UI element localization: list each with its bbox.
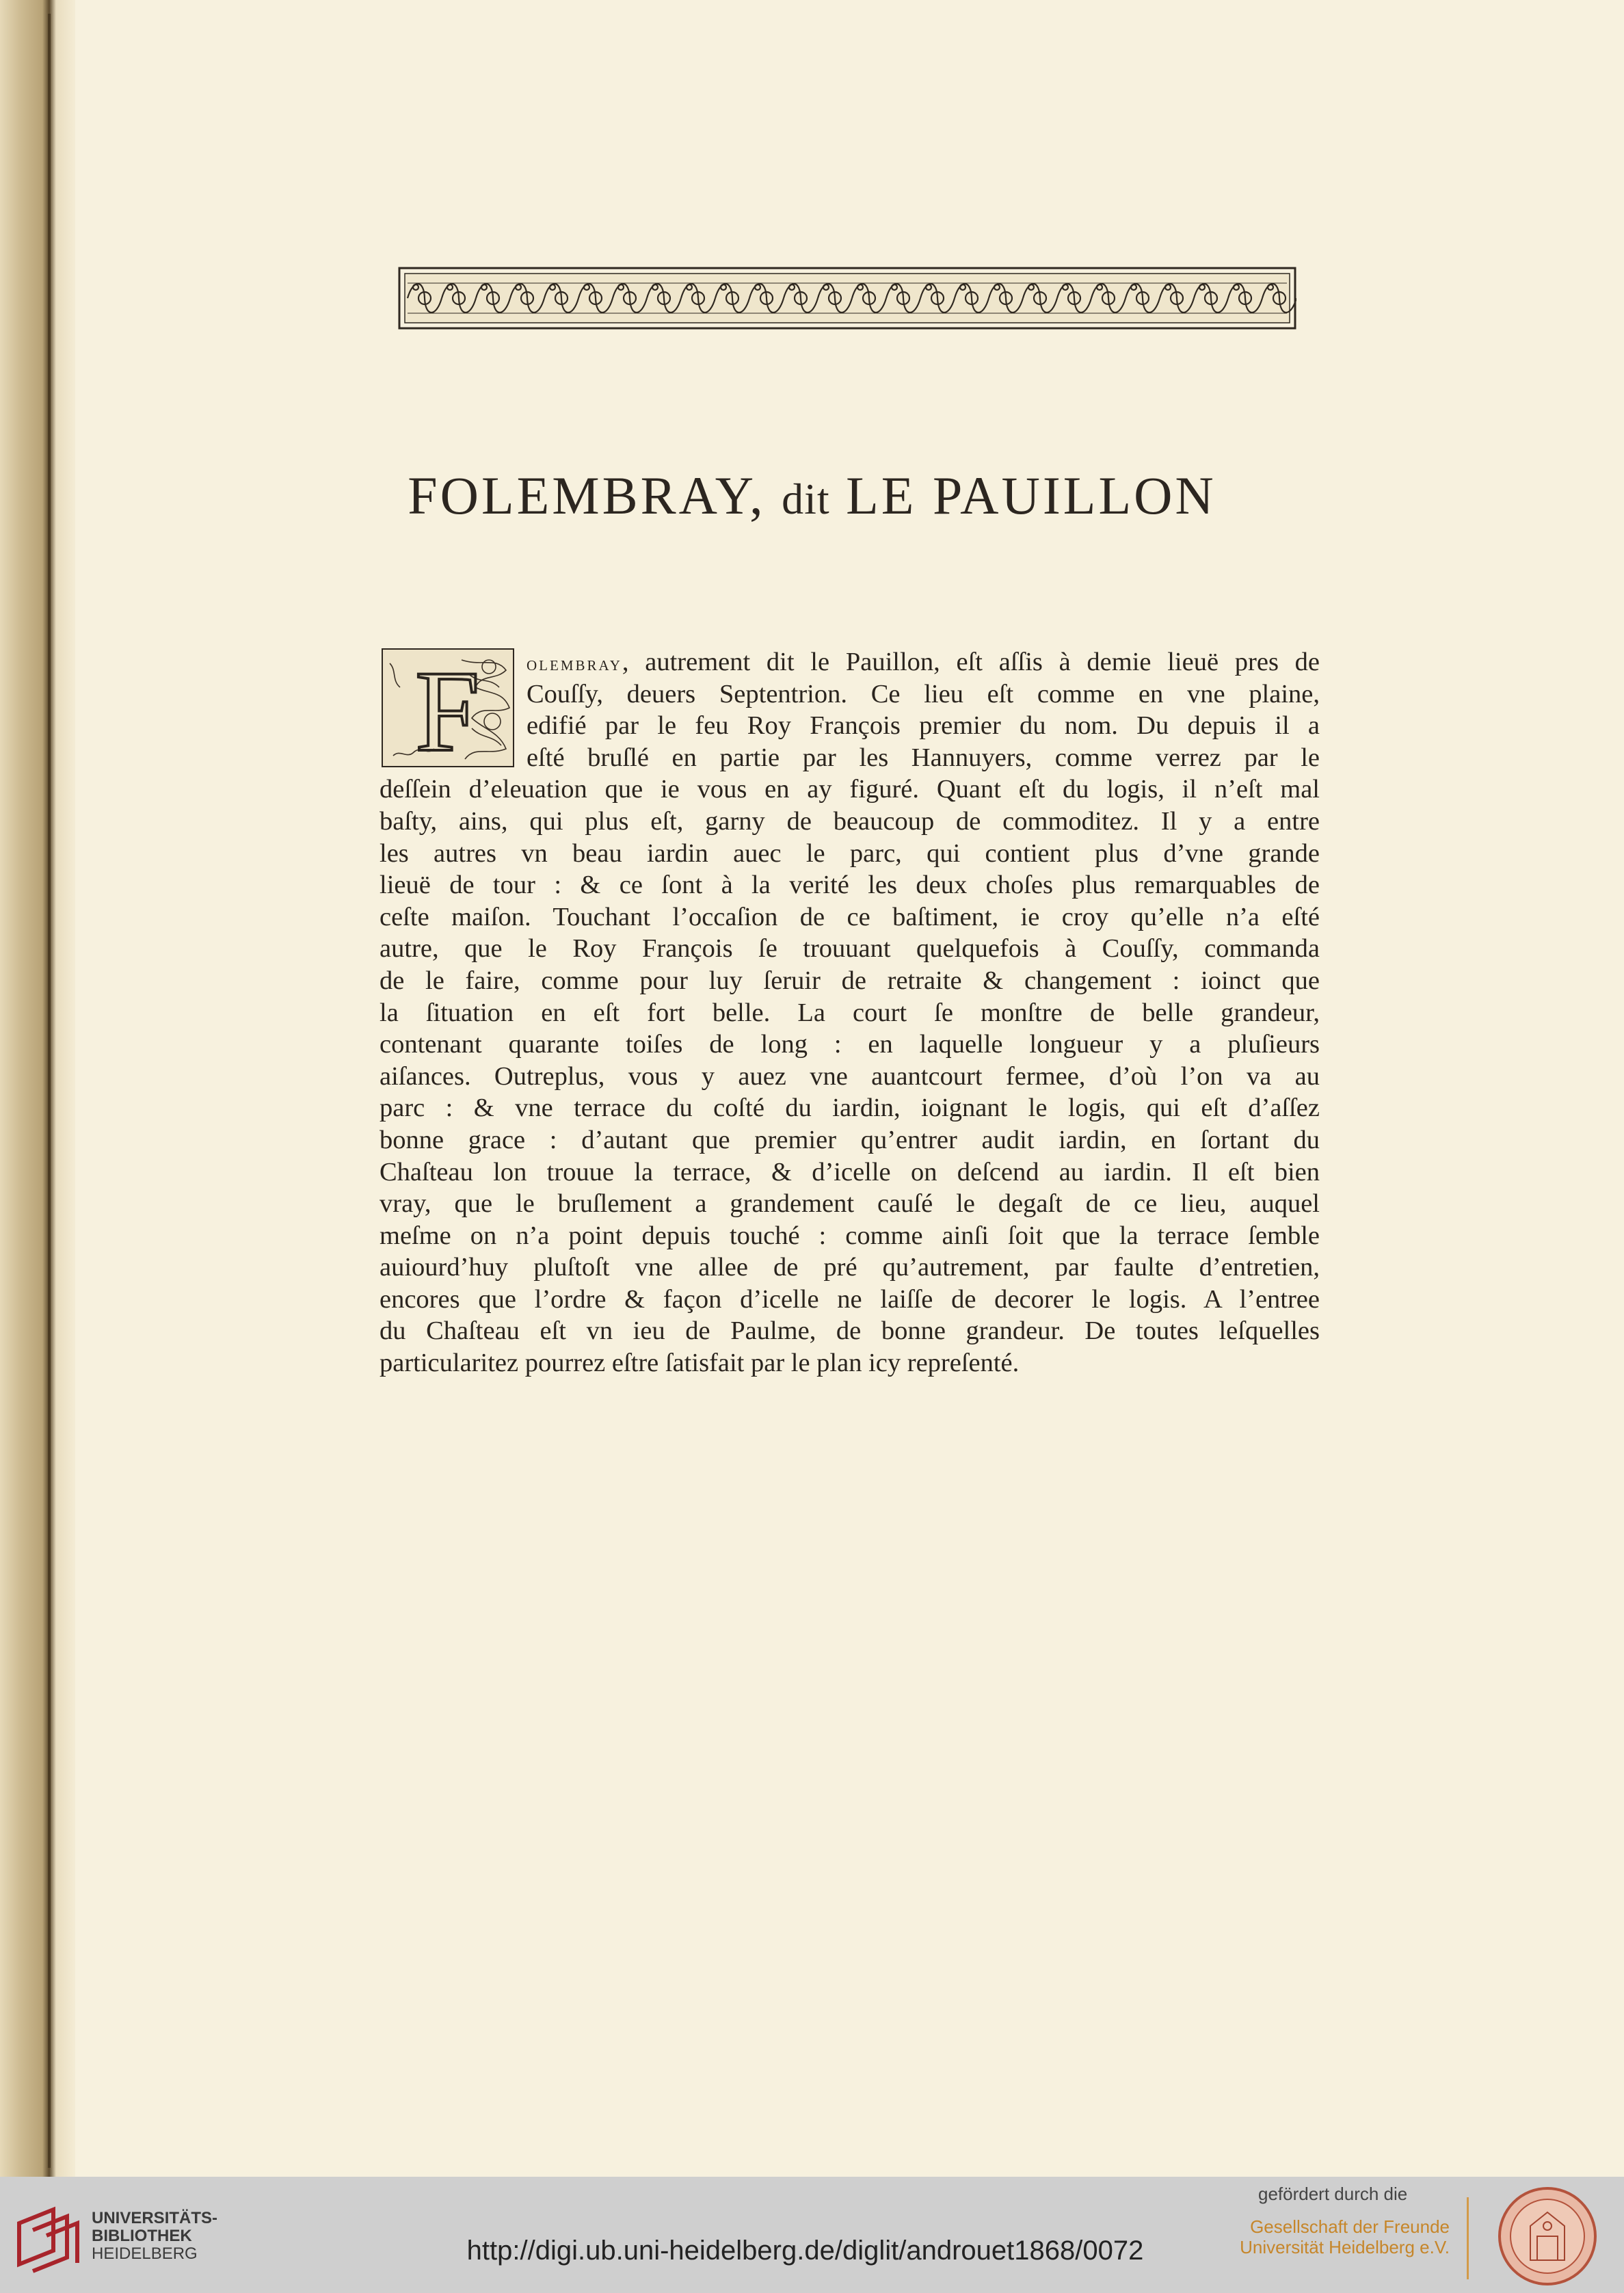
text-line-content: lieuë de tour : & ce ſont à la verité les deux choſes plus remarquables de [380,871,1320,900]
text-line [380,1029,1320,1061]
society-name[interactable] [1224,2216,1450,2257]
permalink-url[interactable]: http://digi.ub.uni-heidelberg.de/diglit/androuet1868/0072 [466,2236,1144,2266]
text-line [380,933,1320,965]
decorative-headband-ornament [398,267,1296,330]
page-title [0,465,1624,527]
society-line1: Gesellschaft der Freunde [1250,2216,1450,2237]
library-line2: BIBLIOTHEK [92,2227,192,2245]
library-line3: HEIDELBERG [92,2244,198,2263]
text-line-content: de le faire, comme pour luy ſeruir de retraite & changement : ioinct que [380,966,1320,995]
text-line [380,773,1320,806]
text-line-content: les autres vn beau iardin auec le parc, qui contient plus d’vne grande [380,838,1320,868]
text-line-content: deſſein d’eleuation que ie vous en ay figuré. Quant eſt du logis, il n’eſt mal [380,775,1320,804]
text-line [380,997,1320,1029]
text-line [380,1092,1320,1124]
text-line [380,710,1320,742]
text-line-content: eſté bruſlé en partie par les Hannuyers, comme verrez par le [527,743,1320,772]
title-main: FOLEMBRAY, [408,466,766,525]
text-line [380,806,1320,838]
text-line-content: la ſituation en eſt fort belle. La court ſe monſtre de belle grandeur, [380,998,1320,1027]
text-line-content: du Chaſteau eſt vn ieu de Paulme, de bonne grandeur. De toutes leſquelles [380,1316,1320,1346]
text-line [380,1061,1320,1093]
text-line-content: aiſances. Outreplus, vous y auez vne auantcourt fermee, d’où l’on va au [380,1061,1320,1091]
footer-bar [0,2177,1624,2293]
dropcap-letter: F [415,647,480,769]
text-line [380,1315,1320,1347]
gutter-edge-line [48,14,51,2168]
text-line-content: ceſte maiſon. Touchant l’occaſion de ce baſtiment, ie croy qu’elle n’a eſté [380,902,1320,931]
text-line [380,965,1320,997]
book-gutter [0,0,75,2177]
text-line [380,1124,1320,1156]
society-line2: Universität Heidelberg e.V. [1240,2237,1450,2257]
funded-by-label: gefördert durch die [1258,2184,1408,2204]
university-seal-icon[interactable] [1496,2185,1599,2288]
text-line [380,1347,1320,1379]
text-line-content: , autrement dit le Pauillon, eſt aſſis à demie lieuë pres de [622,648,1320,676]
text-line-content: autre, que le Roy François ſe trouuant quelquefois à Couſſy, commanda [380,934,1320,964]
text-line [380,1284,1320,1316]
text-line-content: particularitez pourrez eſtre ſatisfait par le plan icy repreſenté. [380,1349,1020,1378]
text-line-content: encores que l’ordre & façon d’icelle ne laiſſe de decorer le logis. A l’entree [380,1284,1320,1314]
text-line-content: meſme on n’a point depuis touché : comme ainſi ſoit que la terrace ſemble [380,1221,1320,1250]
text-line [380,1188,1320,1220]
text-line-content: edifié par le feu Roy François premier du nom. Du depuis il a [527,711,1320,741]
title-rest: LE PAUILLON [846,466,1216,525]
text-line-content: vray, que le bruſlement a grandement cauſé le degaſt de ce lieu, auquel [380,1189,1320,1219]
text-line [380,1251,1320,1284]
text-line [380,1156,1320,1189]
text-line-content: bonne grace : d’autant que premier qu’entrer audit iardin, en ſortant du [380,1125,1320,1154]
text-line [380,869,1320,901]
text-line [380,901,1320,933]
text-line-content: Couſſy, deuers Septentrion. Ce lieu eſt comme en vne plaine, [527,679,1320,708]
text-line-content: contenant quarante toiſes de long : en laquelle longueur y a pluſieurs [380,1030,1320,1059]
text-line-content: baſty, ains, qui plus eſt, garny de beaucoup de commoditez. Il y a entre [380,806,1320,836]
text-line-content: parc : & vne terrace du coſté du iardin, ioignant le logis, qui eſt d’aſſez [380,1094,1320,1123]
text-line-content: auiourd’huy pluſtoſt vne allee de pré qu’autrement, par faulte d’entretien, [380,1253,1320,1282]
text-line [380,838,1320,870]
body-text [380,646,1320,1379]
small-caps-lead: olembray [527,652,622,675]
text-line [380,646,1320,678]
footer-divider [1467,2197,1469,2279]
text-line [380,678,1320,711]
text-line [380,742,1320,774]
library-line1: UNIVERSITÄTS- [92,2209,218,2227]
text-line-content: Chaſteau lon trouue la terrace, & d’icelle on deſcend au iardin. Il eſt bien [380,1157,1320,1187]
title-dit: dit [782,475,830,523]
text-line [380,1220,1320,1252]
